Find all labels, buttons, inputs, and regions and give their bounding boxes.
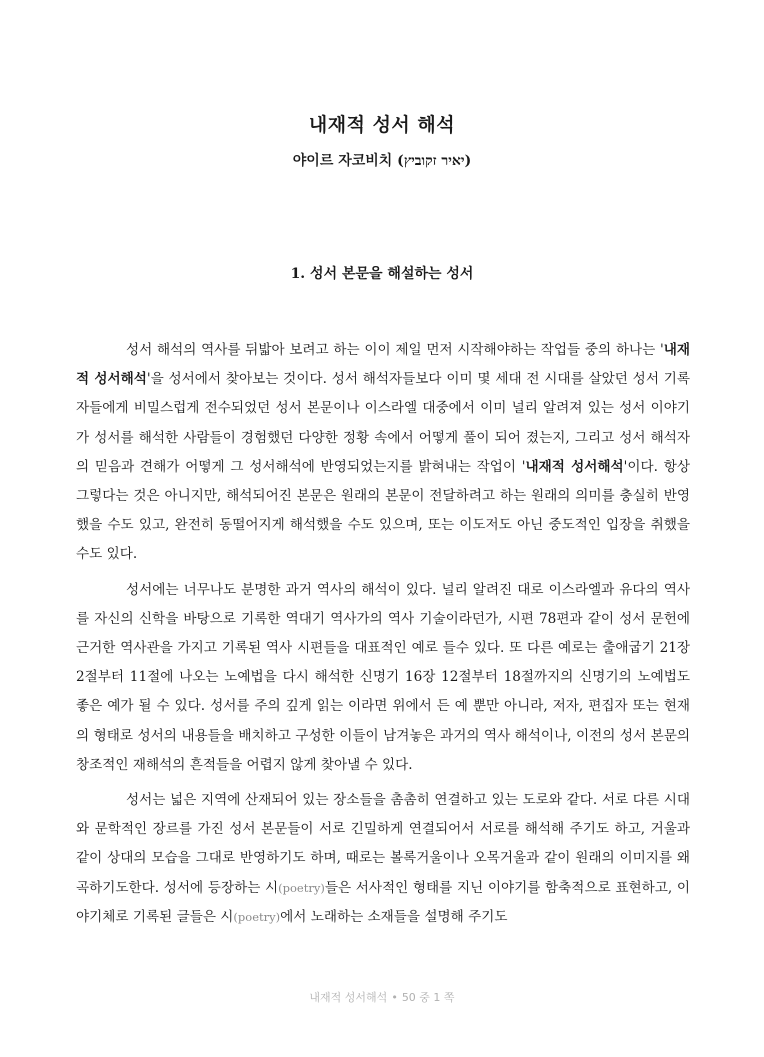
paragraph-3-text-b: 들은 서사적인 형태를 지닌 이야기를 함축적으로 표현하고, 이야기체로 기록된 글들은 시 xyxy=(76,879,690,925)
paragraph-1-text-c: '을 성서에서 찾아보는 것이다. 성서 해석자들보다 이미 몇 세대 전 시대를 살았던 성서 기록자들에게 비밀스럽게 전수되었던 성서 본문이나 이스라엘 대중에서 이미 널리 알려져 있는 성서 이야기가 성서를 해석한 사람들이 경험했던 다양한 정황 속에서 어떻게 풀이 되어 졌는지, 그리고 성서 해석자의 믿음과 견해가 어떻게 그 성서해석에 반영되었는지를 밝혀내는 작업이 ' xyxy=(76,371,691,475)
emphasis-term: 내재적 성서해석 xyxy=(76,342,690,388)
paragraph-1-text-a: 성서 해석의 역사를 뒤밟아 보려고 하는 이이 제일 먼저 시작해야하는 작업들 중의 하나는 ' xyxy=(126,342,664,358)
body-text xyxy=(76,336,690,938)
paragraph-1-text-e: '이다. 항상 그렇다는 것은 아니지만, 해석되어진 본문은 원래의 본문이 전달하려고 하는 원래의 의미를 충실히 반영했을 수도 있고, 완전히 동떨어지게 해석했을 수도 있으며, 또는 이도저도 아닌 중도적인 입장을 취했을 수도 있다. xyxy=(76,458,691,563)
footer-page-info: 50 중 1 쪽 xyxy=(401,991,455,1004)
gloss-poetry: (poetry) xyxy=(233,909,281,924)
paragraph-3-text-a: 성서는 넓은 지역에 산재되어 있는 장소들을 촘촘히 연결하고 있는 도로와 같다. 서로 다른 시대와 문학적인 장르를 가진 성서 본문들이 서로 긴밀하게 연결되어서 서로를 해석해 주기도 하고, 거울과 같이 상대의 모습을 그대로 반영하기도 하며, 때로는 볼록거울이나 오목거울과 같이 원래의 이미지를 왜곡하기도한다. 성서에 등장하는 시 xyxy=(76,792,690,896)
paragraph-3-text-c: 에서 노래하는 소재들을 설명해 주기도 xyxy=(280,908,508,925)
gloss-poetry: (poetry) xyxy=(278,880,325,895)
emphasis-term: 내재적 성서해석 xyxy=(525,458,624,475)
paragraph-3 xyxy=(76,786,690,932)
footer-separator: • xyxy=(391,991,398,1004)
page-footer xyxy=(0,989,764,1005)
page-title: 내재적 성서 해석 xyxy=(308,114,456,136)
paragraph-2: 성서에는 너무나도 분명한 과거 역사의 해석이 있다. 널리 알려진 대로 이스라엘과 유다의 역사를 자신의 신학을 바탕으로 기록한 역대기 역사가의 역사 기술이라던가, 시편 78편과 같이 성서 문헌에 근거한 역사관을 가지고 기록된 역사 시편들을 대표적인 예로 들수 있다. 또 다른 예로는 출애굽기 21장 2절부터 11절에 나오는 노예법을 다시 해석한 신명기 16장 12절부터 18절까지의 신명기의 노예법도 좋은 예가 될 수 있다. 성서를 주의 깊게 읽는 이라면 위에서 든 예 뿐만 아니라, 저자, 편집자 또는 현재의 형태로 성서의 내용들을 배치하고 구성한 이들이 남겨놓은 과거의 역사 해석이나, 이전의 성서 본문의 창조적인 재해석의 흔적들을 어렵지 않게 찾아낼 수 있다. xyxy=(76,581,690,773)
author-line: 야이르 자코비치 (יאיר זקוביץ) xyxy=(292,153,472,169)
paragraph-1 xyxy=(76,336,690,570)
footer-doc-name: 내재적 성서해석 xyxy=(309,991,388,1004)
section-heading: 1. 성서 본문을 해설하는 성서 xyxy=(290,266,474,282)
